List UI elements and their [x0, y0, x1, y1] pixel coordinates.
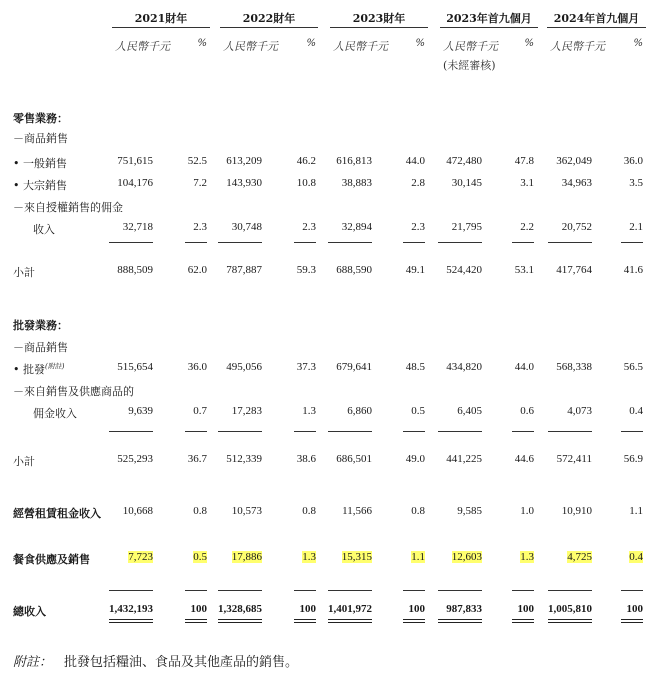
cell-text: 1,328,685: [218, 603, 262, 615]
percent-label: %: [415, 38, 425, 49]
label-subtotal-ws: 小計: [13, 455, 35, 468]
footnote: [13, 651, 298, 670]
cell-retail-subtotal-value: [422, 264, 482, 276]
period-header: 2024年首九個月: [553, 12, 640, 25]
cell-text: 30,748: [231, 221, 262, 233]
period-header: 2021財年: [134, 12, 188, 25]
cell-total-pct: [607, 603, 643, 615]
column-rule: [512, 622, 534, 623]
cell-ws-commission-value: [93, 405, 153, 417]
column-rule: [185, 619, 207, 620]
cell-text: 9,585: [457, 505, 482, 517]
column-rule: [109, 590, 153, 591]
cell-total-value: [93, 603, 153, 615]
label-auth-commission-cont: 收入: [33, 223, 55, 236]
column-rule: [109, 619, 153, 620]
cell-text: 143,930: [226, 177, 262, 189]
cell-text: 434,820: [446, 361, 482, 373]
percent-label: %: [306, 38, 316, 49]
cell-text: 38.6: [296, 453, 316, 465]
cell-retail-subtotal-value: [312, 264, 372, 276]
column-rule: [621, 590, 643, 591]
cell-text: 1.1: [411, 551, 425, 563]
cell-ws-commission-value: [422, 405, 482, 417]
cell-text: 1.0: [520, 505, 534, 517]
cell-text: 6,860: [347, 405, 372, 417]
column-rule: [218, 622, 262, 623]
cell-text: 495,056: [226, 361, 262, 373]
cell-text: 10,668: [122, 505, 153, 517]
cell-text: 100: [408, 603, 425, 615]
cell-general-sales-value: [532, 155, 592, 167]
cell-catering-pct: [498, 551, 534, 563]
cell-text: 688,590: [336, 264, 372, 276]
cell-total-value: [532, 603, 592, 615]
cell-text: 7,723: [128, 551, 153, 563]
column-rule: [218, 242, 262, 243]
cell-lease-value: [93, 505, 153, 517]
cell-bulk-sales-value: [93, 177, 153, 189]
cell-general-sales-value: [202, 155, 262, 167]
cell-bulk-sales-pct: [280, 177, 316, 189]
cell-ws-subtotal-pct: [389, 453, 425, 465]
column-rule: [403, 431, 425, 432]
unit-label: 人民幣千元: [115, 40, 170, 53]
cell-auth-commission-value: [202, 221, 262, 233]
column-rule: [548, 619, 592, 620]
cell-text: 56.9: [623, 453, 643, 465]
cell-total-value: [312, 603, 372, 615]
cell-ws-commission-value: [532, 405, 592, 417]
cell-ws-commission-value: [312, 405, 372, 417]
cell-text: 572,411: [556, 453, 592, 465]
cell-ws-commission-pct: [389, 405, 425, 417]
unit-label: 人民幣千元: [333, 40, 388, 53]
column-rule: [109, 242, 153, 243]
cell-text: 987,833: [446, 603, 482, 615]
label-goods-sales: －商品銷售: [13, 132, 68, 145]
header-rule: [112, 27, 210, 28]
cell-auth-commission-pct: [607, 221, 643, 233]
cell-text: 34,963: [561, 177, 592, 189]
column-rule: [328, 622, 372, 623]
cell-text: 10,910: [561, 505, 592, 517]
cell-general-sales-pct: [498, 155, 534, 167]
cell-text: 0.8: [302, 505, 316, 517]
cell-text: 2.8: [411, 177, 425, 189]
cell-text: 6,405: [457, 405, 482, 417]
cell-total-pct: [498, 603, 534, 615]
cell-text: 0.4: [629, 405, 643, 417]
cell-text: 49.1: [405, 264, 425, 276]
cell-text: 37.3: [296, 361, 316, 373]
cell-ws-subtotal-pct: [607, 453, 643, 465]
cell-ws-commission-pct: [498, 405, 534, 417]
cell-wholesale-value: [202, 361, 262, 373]
cell-lease-value: [532, 505, 592, 517]
cell-text: 3.1: [520, 177, 534, 189]
cell-text: 0.6: [520, 405, 534, 417]
header-rule: [440, 27, 538, 28]
cell-retail-subtotal-pct: [607, 264, 643, 276]
footnote-text: 批發包括糧油、食品及其他產品的銷售。: [64, 655, 299, 670]
cell-text: 44.0: [514, 361, 534, 373]
cell-text: 0.7: [193, 405, 207, 417]
cell-lease-pct: [498, 505, 534, 517]
cell-bulk-sales-value: [422, 177, 482, 189]
cell-catering-pct: [607, 551, 643, 563]
cell-text: 44.0: [405, 155, 425, 167]
header-rule: [330, 27, 428, 28]
cell-text: 0.8: [193, 505, 207, 517]
label-ws-commission-cont: 佣金收入: [33, 407, 77, 420]
cell-bulk-sales-pct: [389, 177, 425, 189]
section-title-retail: 零售業務：: [13, 112, 68, 125]
cell-ws-subtotal-value: [202, 453, 262, 465]
label-wholesale-text: • 批發: [13, 363, 45, 376]
label-lease-income: 經營租賃租金收入: [13, 507, 101, 520]
cell-text: 1,401,972: [328, 603, 372, 615]
unit-label: 人民幣千元: [443, 40, 498, 53]
cell-auth-commission-value: [93, 221, 153, 233]
cell-general-sales-pct: [280, 155, 316, 167]
cell-text: 48.5: [405, 361, 425, 373]
label-ws-commission: －來自銷售及供應商品的: [13, 385, 134, 398]
cell-text: 1.3: [520, 551, 534, 563]
cell-wholesale-value: [532, 361, 592, 373]
column-rule: [218, 431, 262, 432]
cell-text: 787,887: [226, 264, 262, 276]
cell-total-value: [422, 603, 482, 615]
column-rule: [109, 622, 153, 623]
cell-auth-commission-pct: [389, 221, 425, 233]
label-catering: 餐食供應及銷售: [13, 553, 90, 566]
cell-retail-subtotal-value: [202, 264, 262, 276]
cell-lease-value: [312, 505, 372, 517]
column-rule: [294, 242, 316, 243]
unit-label: 人民幣千元: [550, 40, 605, 53]
column-rule: [185, 431, 207, 432]
cell-text: 56.5: [623, 361, 643, 373]
cell-text: 679,641: [336, 361, 372, 373]
cell-text: 100: [299, 603, 316, 615]
cell-bulk-sales-value: [312, 177, 372, 189]
cell-text: 2.3: [193, 221, 207, 233]
cell-auth-commission-pct: [280, 221, 316, 233]
note-marker: (附註): [45, 362, 65, 371]
cell-auth-commission-value: [422, 221, 482, 233]
column-rule: [621, 619, 643, 620]
cell-general-sales-pct: [607, 155, 643, 167]
cell-text: 100: [517, 603, 534, 615]
column-rule: [621, 431, 643, 432]
cell-text: 417,764: [556, 264, 592, 276]
cell-ws-subtotal-value: [93, 453, 153, 465]
cell-total-pct: [389, 603, 425, 615]
column-rule: [512, 619, 534, 620]
cell-text: 2.2: [520, 221, 534, 233]
cell-text: 17,283: [231, 405, 262, 417]
cell-text: 32,718: [122, 221, 153, 233]
cell-text: 2.3: [302, 221, 316, 233]
label-total: 總收入: [13, 605, 46, 618]
cell-wholesale-pct: [389, 361, 425, 373]
cell-general-sales-value: [93, 155, 153, 167]
cell-catering-value: [93, 551, 153, 563]
cell-text: 4,725: [567, 551, 592, 563]
cell-catering-value: [532, 551, 592, 563]
column-rule: [403, 590, 425, 591]
column-rule: [403, 242, 425, 243]
cell-text: 2.1: [629, 221, 643, 233]
cell-text: 47.8: [514, 155, 534, 167]
cell-wholesale-value: [93, 361, 153, 373]
label-goods-sales-ws: －商品銷售: [13, 341, 68, 354]
cell-lease-value: [202, 505, 262, 517]
cell-text: 9,639: [128, 405, 153, 417]
cell-bulk-sales-value: [202, 177, 262, 189]
label-auth-commission: －來自授權銷售的佣金: [13, 201, 123, 214]
cell-text: 0.5: [411, 405, 425, 417]
cell-ws-commission-pct: [607, 405, 643, 417]
cell-catering-value: [422, 551, 482, 563]
cell-text: 104,176: [117, 177, 153, 189]
column-rule: [294, 590, 316, 591]
cell-text: 751,615: [117, 155, 153, 167]
label-subtotal-retail: 小計: [13, 266, 35, 279]
column-rule: [512, 242, 534, 243]
column-rule: [218, 619, 262, 620]
cell-text: 15,315: [341, 551, 372, 563]
cell-catering-value: [202, 551, 262, 563]
cell-ws-commission-value: [202, 405, 262, 417]
cell-text: 512,339: [226, 453, 262, 465]
cell-lease-value: [422, 505, 482, 517]
cell-bulk-sales-value: [532, 177, 592, 189]
cell-text: 30,145: [451, 177, 482, 189]
cell-general-sales-pct: [389, 155, 425, 167]
cell-ws-subtotal-pct: [498, 453, 534, 465]
cell-auth-commission-value: [312, 221, 372, 233]
cell-text: 12,603: [451, 551, 482, 563]
cell-wholesale-pct: [607, 361, 643, 373]
cell-text: 524,420: [446, 264, 482, 276]
cell-wholesale-value: [422, 361, 482, 373]
cell-bulk-sales-pct: [607, 177, 643, 189]
cell-retail-subtotal-pct: [280, 264, 316, 276]
cell-text: 0.5: [193, 551, 207, 563]
column-rule: [403, 619, 425, 620]
label-wholesale: [13, 361, 64, 377]
cell-lease-pct: [389, 505, 425, 517]
cell-text: 0.8: [411, 505, 425, 517]
cell-text: 41.6: [623, 264, 643, 276]
cell-catering-value: [312, 551, 372, 563]
column-rule: [185, 622, 207, 623]
column-rule: [328, 590, 372, 591]
column-rule: [109, 431, 153, 432]
cell-text: 0.4: [629, 551, 643, 563]
period-header: 2023財年: [352, 12, 406, 25]
cell-text: 44.6: [514, 453, 534, 465]
cell-total-value: [202, 603, 262, 615]
cell-lease-pct: [607, 505, 643, 517]
cell-ws-commission-pct: [280, 405, 316, 417]
cell-text: 17,886: [231, 551, 262, 563]
column-rule: [621, 622, 643, 623]
cell-text: 36.0: [187, 361, 207, 373]
cell-text: 1.3: [302, 405, 316, 417]
column-rule: [438, 242, 482, 243]
cell-text: 613,209: [226, 155, 262, 167]
cell-total-pct: [280, 603, 316, 615]
cell-text: 7.2: [193, 177, 207, 189]
cell-text: 525,293: [117, 453, 153, 465]
column-rule: [621, 242, 643, 243]
period-header: 2023年首九個月: [446, 12, 532, 25]
cell-text: 32,894: [341, 221, 372, 233]
cell-text: 100: [626, 603, 643, 615]
cell-retail-subtotal-pct: [389, 264, 425, 276]
cell-text: 472,480: [446, 155, 482, 167]
cell-ws-subtotal-value: [532, 453, 592, 465]
cell-text: 3.5: [629, 177, 643, 189]
column-rule: [328, 431, 372, 432]
cell-ws-subtotal-value: [312, 453, 372, 465]
cell-text: 10.8: [296, 177, 316, 189]
period-header: 2022財年: [242, 12, 296, 25]
cell-text: 1,005,810: [548, 603, 592, 615]
cell-text: 1,432,193: [109, 603, 153, 615]
cell-text: 100: [190, 603, 207, 615]
cell-ws-subtotal-value: [422, 453, 482, 465]
column-rule: [294, 431, 316, 432]
column-rule: [438, 622, 482, 623]
column-rule: [512, 431, 534, 432]
column-rule: [328, 242, 372, 243]
column-rule: [185, 590, 207, 591]
percent-label: %: [197, 38, 207, 49]
cell-retail-subtotal-pct: [498, 264, 534, 276]
cell-text: 49.0: [405, 453, 425, 465]
cell-text: 686,501: [336, 453, 372, 465]
label-bulk-sales: • 大宗銷售: [13, 179, 67, 192]
cell-text: 52.5: [187, 155, 207, 167]
cell-catering-pct: [389, 551, 425, 563]
column-rule: [512, 590, 534, 591]
cell-text: 20,752: [561, 221, 592, 233]
cell-text: 888,509: [117, 264, 153, 276]
cell-wholesale-pct: [498, 361, 534, 373]
cell-lease-pct: [280, 505, 316, 517]
column-rule: [403, 622, 425, 623]
column-rule: [548, 242, 592, 243]
column-rule: [294, 622, 316, 623]
column-rule: [548, 590, 592, 591]
cell-text: 21,795: [451, 221, 482, 233]
cell-text: 2.3: [411, 221, 425, 233]
column-rule: [438, 431, 482, 432]
cell-text: 515,654: [117, 361, 153, 373]
cell-text: 10,573: [231, 505, 262, 517]
cell-text: 11,566: [342, 505, 372, 517]
unaudited-label: (未經審核): [443, 59, 496, 72]
cell-text: 1.1: [629, 505, 643, 517]
cell-text: 441,225: [446, 453, 482, 465]
column-rule: [548, 622, 592, 623]
percent-label: %: [633, 38, 643, 49]
column-rule: [328, 619, 372, 620]
column-rule: [438, 590, 482, 591]
cell-text: 4,073: [567, 405, 592, 417]
cell-text: 53.1: [514, 264, 534, 276]
label-general-sales: • 一般銷售: [13, 157, 67, 170]
cell-text: 59.3: [296, 264, 316, 276]
cell-bulk-sales-pct: [498, 177, 534, 189]
cell-retail-subtotal-value: [93, 264, 153, 276]
cell-general-sales-value: [422, 155, 482, 167]
unit-label: 人民幣千元: [223, 40, 278, 53]
column-rule: [438, 619, 482, 620]
cell-text: 362,049: [556, 155, 592, 167]
cell-text: 568,338: [556, 361, 592, 373]
cell-retail-subtotal-value: [532, 264, 592, 276]
cell-auth-commission-value: [532, 221, 592, 233]
cell-text: 616,813: [336, 155, 372, 167]
cell-ws-subtotal-pct: [280, 453, 316, 465]
header-rule: [220, 27, 318, 28]
cell-text: 36.0: [623, 155, 643, 167]
cell-wholesale-value: [312, 361, 372, 373]
column-rule: [294, 619, 316, 620]
cell-text: 46.2: [296, 155, 316, 167]
column-rule: [548, 431, 592, 432]
footnote-label: 附註：: [13, 655, 53, 670]
cell-text: 36.7: [187, 453, 207, 465]
cell-general-sales-value: [312, 155, 372, 167]
cell-catering-pct: [280, 551, 316, 563]
cell-auth-commission-pct: [498, 221, 534, 233]
header-rule: [547, 27, 646, 28]
column-rule: [218, 590, 262, 591]
cell-text: 1.3: [302, 551, 316, 563]
cell-wholesale-pct: [280, 361, 316, 373]
cell-text: 38,883: [341, 177, 372, 189]
percent-label: %: [524, 38, 534, 49]
cell-text: 62.0: [187, 264, 207, 276]
section-title-wholesale: 批發業務：: [13, 319, 68, 332]
column-rule: [185, 242, 207, 243]
